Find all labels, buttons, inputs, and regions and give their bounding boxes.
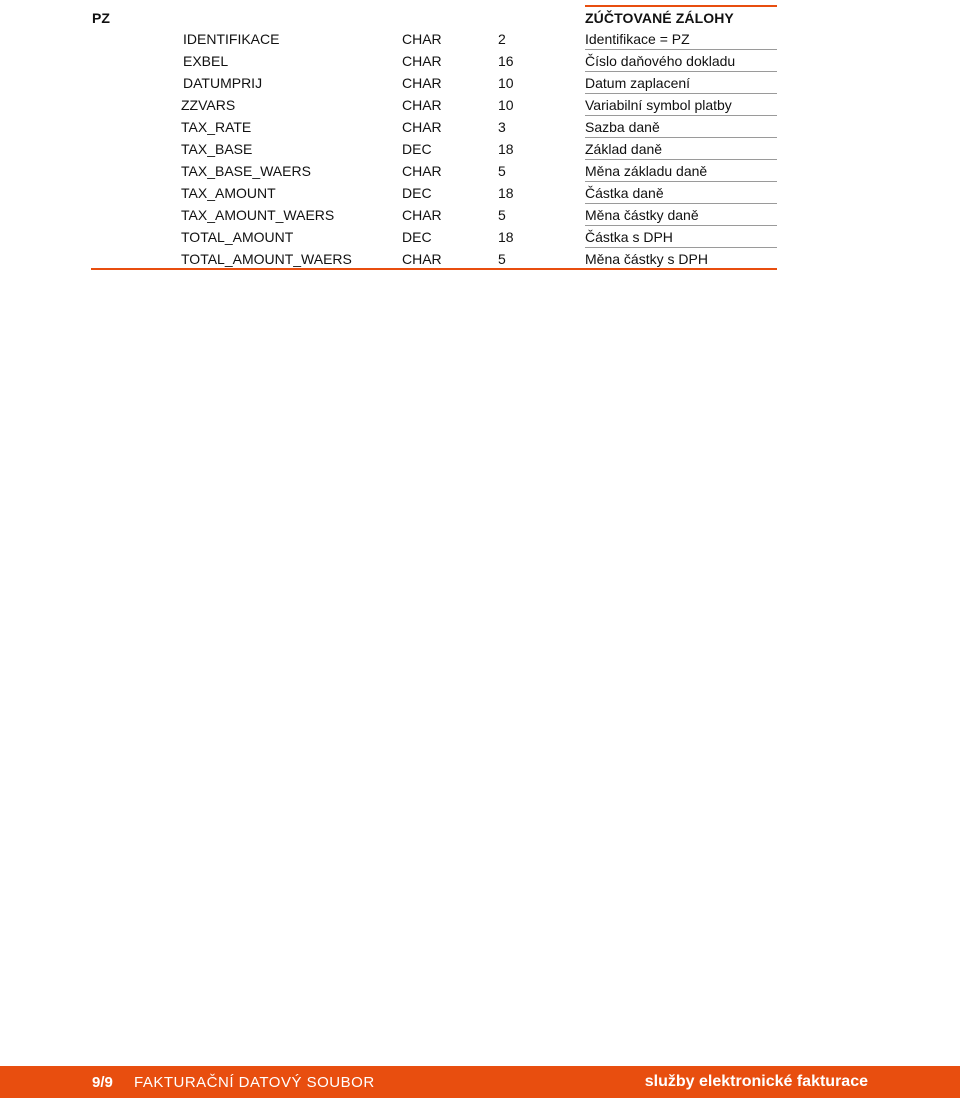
table-rows	[91, 28, 777, 270]
field-length: 5	[498, 207, 506, 223]
field-description: Měna částky s DPH	[585, 251, 708, 267]
page-number: 9/9	[92, 1074, 113, 1091]
field-name: TOTAL_AMOUNT	[181, 229, 294, 245]
field-description: Měna částky daně	[585, 207, 699, 223]
field-length: 18	[498, 185, 514, 201]
field-description: Částka s DPH	[585, 229, 673, 245]
field-type: DEC	[402, 141, 432, 157]
field-type: CHAR	[402, 251, 442, 267]
field-type: CHAR	[402, 119, 442, 135]
table-header	[91, 7, 777, 29]
table-row	[91, 72, 777, 94]
field-description: Číslo daňového dokladu	[585, 53, 736, 69]
table-bottom-rule	[91, 268, 777, 270]
table-row	[91, 94, 777, 116]
table-row	[91, 28, 777, 50]
field-name: TAX_AMOUNT	[181, 185, 276, 201]
brand-name: služby elektronické fakturace	[644, 1073, 868, 1090]
field-type: DEC	[402, 185, 432, 201]
field-name: EXBEL	[183, 53, 229, 69]
field-length: 18	[498, 229, 514, 245]
field-type: CHAR	[402, 31, 442, 47]
field-name: TAX_AMOUNT_WAERS	[181, 207, 335, 223]
field-description: Sazba daně	[585, 119, 660, 135]
field-length: 10	[498, 97, 514, 113]
field-description: Identifikace = PZ	[585, 31, 690, 47]
field-length: 3	[498, 119, 506, 135]
field-description: Základ daně	[585, 141, 663, 157]
table-row	[91, 248, 777, 270]
field-description: Datum zaplacení	[585, 75, 691, 91]
page-footer	[0, 1066, 960, 1098]
section-code: PZ	[92, 10, 110, 26]
table-row	[91, 160, 777, 182]
field-name: TAX_RATE	[181, 119, 252, 135]
table-row	[91, 204, 777, 226]
table-row	[91, 50, 777, 72]
field-type: DEC	[402, 229, 432, 245]
table-row	[91, 226, 777, 248]
field-type: CHAR	[402, 207, 442, 223]
field-length: 18	[498, 141, 514, 157]
field-name: IDENTIFIKACE	[183, 31, 280, 47]
field-description: Částka daně	[585, 185, 664, 201]
field-name: TAX_BASE_WAERS	[181, 163, 311, 179]
field-type: CHAR	[402, 75, 442, 91]
table-row	[91, 182, 777, 204]
field-name: DATUMPRIJ	[183, 75, 263, 91]
field-length: 2	[498, 31, 506, 47]
field-description: Měna základu daně	[585, 163, 708, 179]
field-name: TOTAL_AMOUNT_WAERS	[181, 251, 352, 267]
field-length: 10	[498, 75, 514, 91]
document-title: FAKTURAČNÍ DATOVÝ SOUBOR	[134, 1074, 375, 1091]
field-type: CHAR	[402, 53, 442, 69]
field-length: 16	[498, 53, 514, 69]
field-length: 5	[498, 251, 506, 267]
field-name: ZZVARS	[181, 97, 236, 113]
section-title: ZÚČTOVANÉ ZÁLOHY	[585, 10, 734, 26]
field-name: TAX_BASE	[181, 141, 253, 157]
field-length: 5	[498, 163, 506, 179]
table-row	[91, 138, 777, 160]
field-type: CHAR	[402, 163, 442, 179]
field-description: Variabilní symbol platby	[585, 97, 732, 113]
table-row	[91, 116, 777, 138]
field-type: CHAR	[402, 97, 442, 113]
